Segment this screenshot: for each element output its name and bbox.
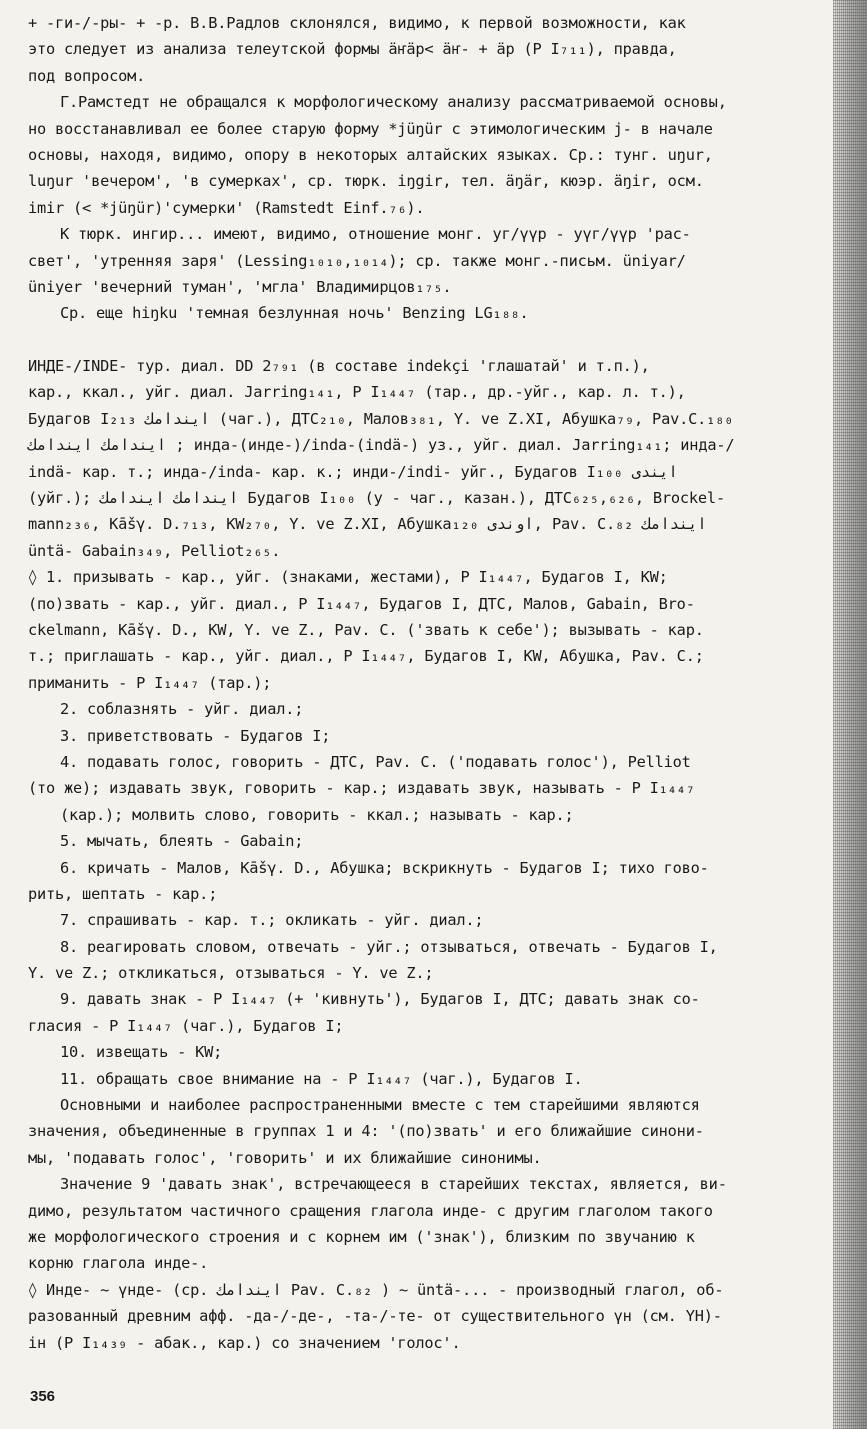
text-line: ايندامك ايندامك ; инда-(инде-)/inda-(indä-) уз., уйг. диал. Jarring₁₄₁; инда-/ bbox=[28, 436, 735, 455]
text-line: mann₂₃₆, Kāšγ. D.₇₁₃, KW₂₇₀, Y. ve Z.XI, Абушка₁₂₀ اوندى, Pav. C.₈₂ ايندامك bbox=[28, 515, 707, 534]
text-line: т.; приглашать - кар., уйг. диал., Р I₁₄₄₇, Будагов I, KW, Абушка, Pav. C.; bbox=[28, 647, 704, 666]
text-line: Основными и наиболее распространенными вместе с тем старейшими являются bbox=[60, 1096, 700, 1115]
text-line: ckelmann, Kāšγ. D., KW, Y. ve Z., Pav. C. ('звать к себе'); вызывать - кар. bbox=[28, 620, 704, 639]
text-line: Y. ve Z.; откликаться, отзываться - Y. ve Z.; bbox=[28, 964, 434, 983]
text-line: (то же); издавать звук, говорить - кар.; издавать звук, называть - Р I₁₄₄₇ bbox=[28, 779, 695, 798]
text-line: корню глагола инде-. bbox=[28, 1254, 209, 1273]
text-line: 5. мычать, блеять - Gabain; bbox=[60, 832, 304, 851]
text-line: Г.Рамстедт не обращался к морфологическому анализу рассматриваемой основы, bbox=[60, 93, 727, 112]
text-line: свет', 'утренняя заря' (Lessing₁₀₁₀,₁₀₁₄); ср. также монг.-письм. üniyar/ bbox=[28, 251, 686, 270]
text-line: 10. извещать - KW; bbox=[60, 1043, 223, 1062]
scanned-page-edge bbox=[833, 0, 867, 1429]
text-line: ◊ Инде- ~ үнде- (ср. ايندامك Pav. C.₈₂ ) ~ üntä-... - производный глагол, об- bbox=[28, 1280, 724, 1299]
text-line: основы, находя, видимо, опору в некоторых алтайских языках. Ср.: тунг. uŋur, bbox=[28, 145, 713, 164]
text-line: значения, объединенные в группах 1 и 4: '(по)звать' и его ближайшие синони- bbox=[28, 1122, 704, 1141]
text-line: 9. давать знак - Р I₁₄₄₇ (+ 'кивнуть'), Будагов I, ДТС; давать знак со- bbox=[60, 990, 700, 1009]
text-line: приманить - Р I₁₄₄₇ (тар.); bbox=[28, 673, 272, 692]
page-number: 356 bbox=[30, 1388, 56, 1405]
text-line: под вопросом. bbox=[28, 66, 146, 85]
text-line: imir (< *jüŋür)'сумерки' (Ramstedt Einf.₇₆). bbox=[28, 198, 425, 217]
text-line: indä- кар. т.; инда-/inda- кар. к.; инди-/indi- уйг., Будагов I₁₀₀ ايندى bbox=[28, 462, 678, 481]
text-line: luŋur 'вечером', 'в сумерках', ср. тюрк. iŋgir, тел. äŋär, кюэр. äŋir, осм. bbox=[28, 172, 704, 191]
text-line bbox=[28, 327, 836, 353]
text-line: Ср. еще hiŋku 'темная безлунная ночь' Benzing LG₁₈₈. bbox=[60, 304, 529, 323]
text-line: (кар.); молвить слово, говорить - ккал.; называть - кар.; bbox=[60, 805, 574, 824]
text-line: 2. соблазнять - уйг. диал.; bbox=[60, 700, 304, 719]
text-line: же морфологического строения и с корнем им ('знак'), близким по звучанию к bbox=[28, 1227, 695, 1246]
text-line: 7. спрашивать - кар. т.; окликать - уйг. диал.; bbox=[60, 911, 484, 930]
text-line: гласия - Р I₁₄₄₇ (чаг.), Будагов I; bbox=[28, 1016, 344, 1035]
text-line: это следует из анализа телеутской формы äҥäр< äҥ- + äр (Р I₇₁₁), правда, bbox=[28, 40, 677, 59]
text-line: рить, шептать - кар.; bbox=[28, 884, 218, 903]
text-line: 4. подавать голос, говорить - ДТС, Pav. C. ('подавать голос'), Pelliot bbox=[60, 752, 691, 771]
text-line: димо, результатом частичного сращения глагола инде- с другим глаголом такого bbox=[28, 1201, 713, 1220]
text-line: 8. реагировать словом, отвечать - уйг.; отзываться, отвечать - Будагов I, bbox=[60, 937, 718, 956]
text-line: разованный древним афф. -да-/-де-, -та-/-те- от существительного үн (см. ҮН)- bbox=[28, 1307, 722, 1326]
text-line: ін (Р I₁₄₃₉ - абак., кар.) со значением 'голос'. bbox=[28, 1333, 461, 1352]
document-body bbox=[28, 10, 836, 1356]
text-line: но восстанавливал ее более старую форму *jüŋür с этимологическим j- в начале bbox=[28, 119, 713, 138]
text-line: (уйг.); ايندامك ايندامك Будагов I₁₀₀ (у - чаг., казан.), ДТС₆₂₅,₆₂₆, Brockel- bbox=[28, 489, 725, 508]
text-line: кар., ккал., уйг. диал. Jarring₁₄₁, Р I₁₄₄₇ (тар., др.-уйг., кар. л. т.), bbox=[28, 383, 686, 402]
text-line: Значение 9 'давать знак', встречающееся в старейших текстах, является, ви- bbox=[60, 1175, 727, 1194]
text-line: üntä- Gabain₃₄₉, Pelliot₂₆₅. bbox=[28, 541, 281, 560]
text-line: мы, 'подавать голос', 'говорить' и их ближайшие синонимы. bbox=[28, 1148, 542, 1167]
text-line: üniyer 'вечерний туман', 'мгла' Владимирцов₁₇₅. bbox=[28, 277, 452, 296]
text-line: + -ги-/-ры- + -р. В.В.Радлов склонялся, видимо, к первой возможности, как bbox=[28, 14, 686, 32]
text-line: Будагов I₂₁₃ ايندامك (чаг.), ДТС₂₁₀, Малов₃₈₁, Y. ve Z.XI, Абушка₇₉, Pav.C.₁₈₀ bbox=[28, 409, 734, 428]
text-line: К тюрк. ингир... имеют, видимо, отношение монг. уг/үүр - уүг/үүр 'рас- bbox=[60, 225, 691, 244]
text-line: ◊ 1. призывать - кар., уйг. (знаками, жестами), Р I₁₄₄₇, Будагов I, KW; bbox=[28, 568, 668, 587]
text-line: 3. приветствовать - Будагов I; bbox=[60, 726, 331, 745]
text-line: (по)звать - кар., уйг. диал., Р I₁₄₄₇, Будагов I, ДТС, Малов, Gabain, Bro- bbox=[28, 594, 695, 613]
text-line: 6. кричать - Малов, Kāšγ. D., Абушка; вскрикнуть - Будагов I; тихо гово- bbox=[60, 858, 709, 877]
text-line: ИНДЕ-/INDE- тур. диал. DD 2₇₉₁ (в составе indekçi 'глашатай' и т.п.), bbox=[28, 357, 650, 376]
text-line: 11. обращать свое внимание на - Р I₁₄₄₇ (чаг.), Будагов I. bbox=[60, 1069, 583, 1088]
